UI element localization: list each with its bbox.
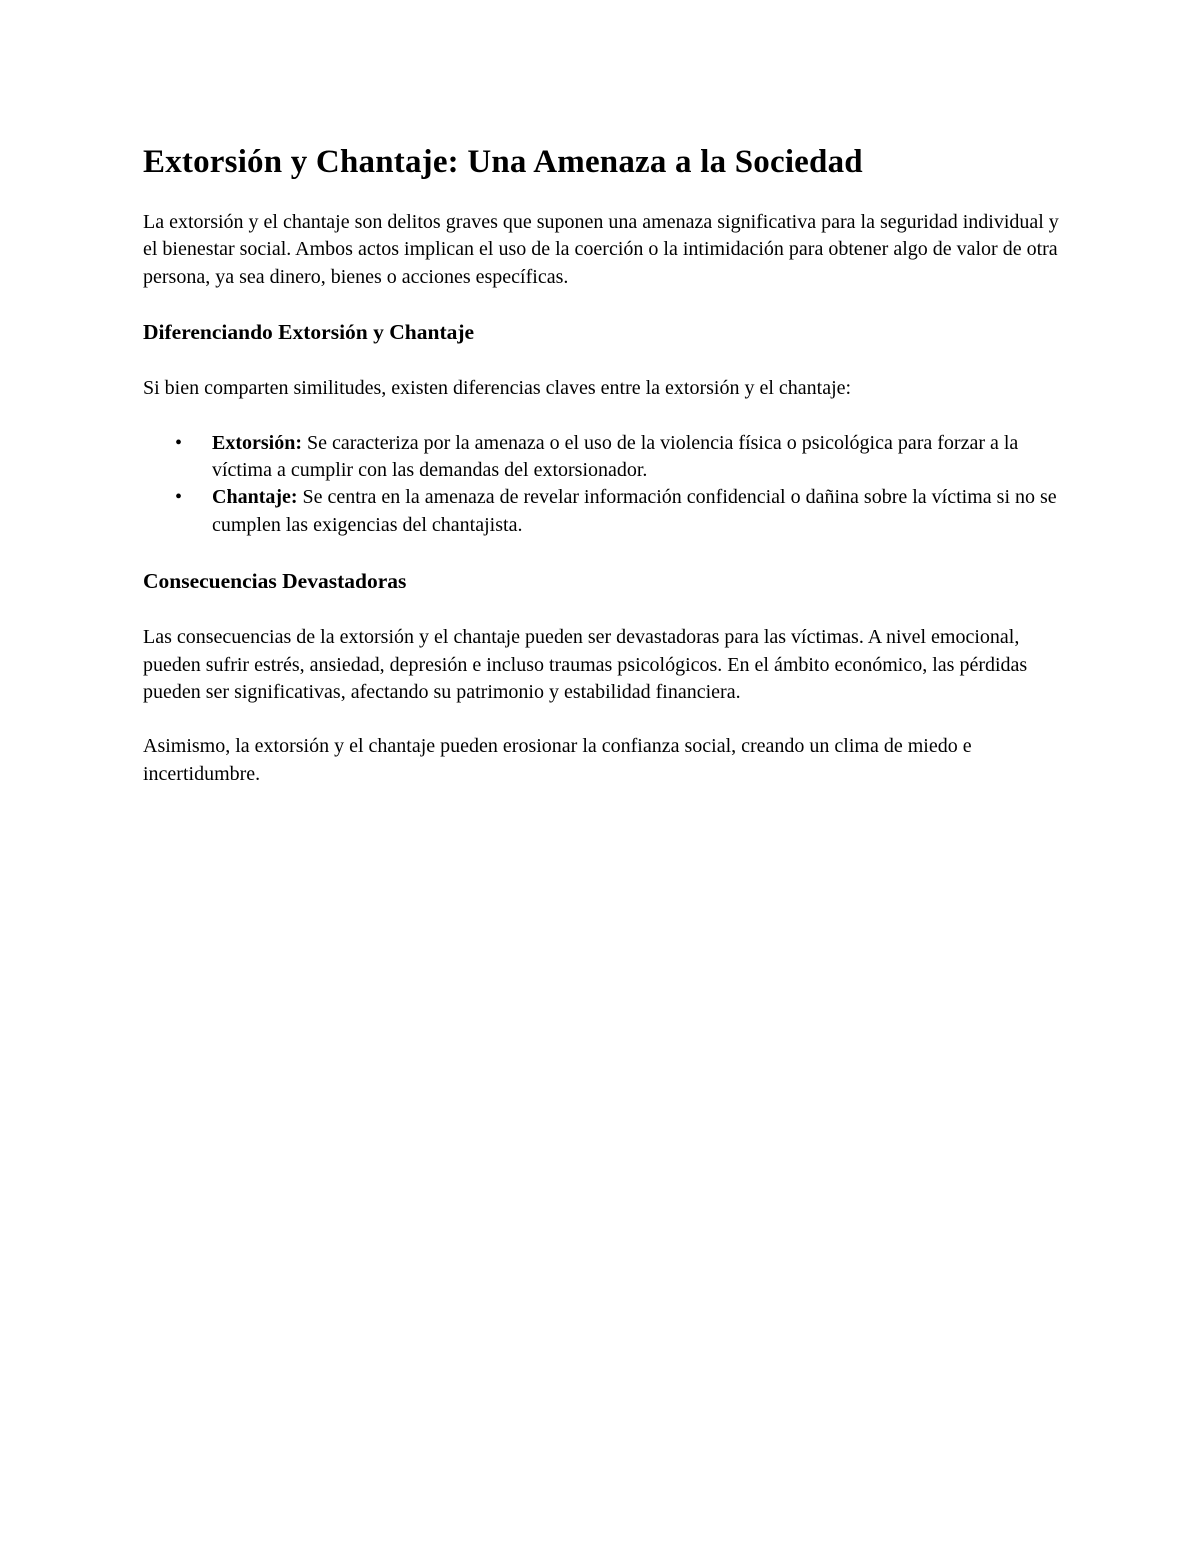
differences-list [143, 430, 1063, 540]
bullet-icon: • [175, 431, 183, 454]
section-heading-consequences: Consecuencias Devastadoras [143, 569, 407, 594]
list-item-text: Se centra en la amenaza de revelar información confidencial o dañina sobre la víctima si no se cumplen las exigencias del chantajista. [212, 486, 1057, 536]
consequences-paragraph-2: Asimismo, la extorsión y el chantaje pueden erosionar la confianza social, creando un clima de miedo e incertidumbre. [143, 735, 972, 785]
document-body [143, 141, 1063, 788]
intro-paragraph: La extorsión y el chantaje son delitos graves que suponen una amenaza significativa para la seguridad individual y el bienestar social. Ambos actos implican el uso de la coerción o la intimidación para obtener algo de valor de otra persona, ya sea dinero, bienes o acciones específicas. [143, 211, 1059, 288]
differences-lead-paragraph: Si bien comparten similitudes, existen diferencias claves entre la extorsión y el chantaje: [143, 377, 852, 400]
section-heading-differences: Diferenciando Extorsión y Chantaje [143, 320, 475, 345]
list-item-term: Extorsión: [212, 431, 302, 454]
list-item-chantaje [175, 484, 1063, 539]
bullet-icon: • [175, 486, 183, 509]
list-item-term: Chantaje: [212, 486, 298, 509]
list-item-extorsion [175, 430, 1063, 485]
document-title: Extorsión y Chantaje: Una Amenaza a la Sociedad [143, 144, 863, 180]
list-item-text: Se caracteriza por la amenaza o el uso de la violencia física o psicológica para forzar a la víctima a cumplir con las demandas del extorsionador. [212, 431, 1019, 482]
consequences-paragraph-1: Las consecuencias de la extorsión y el chantaje pueden ser devastadoras para las víctimas. A nivel emocional, pueden sufrir estrés, ansiedad, depresión e incluso traumas psicológicos. En el ámbito económico, las pérdidas pueden ser significativas, afectando su patrimonio y estabilidad financiera. [143, 626, 1028, 704]
